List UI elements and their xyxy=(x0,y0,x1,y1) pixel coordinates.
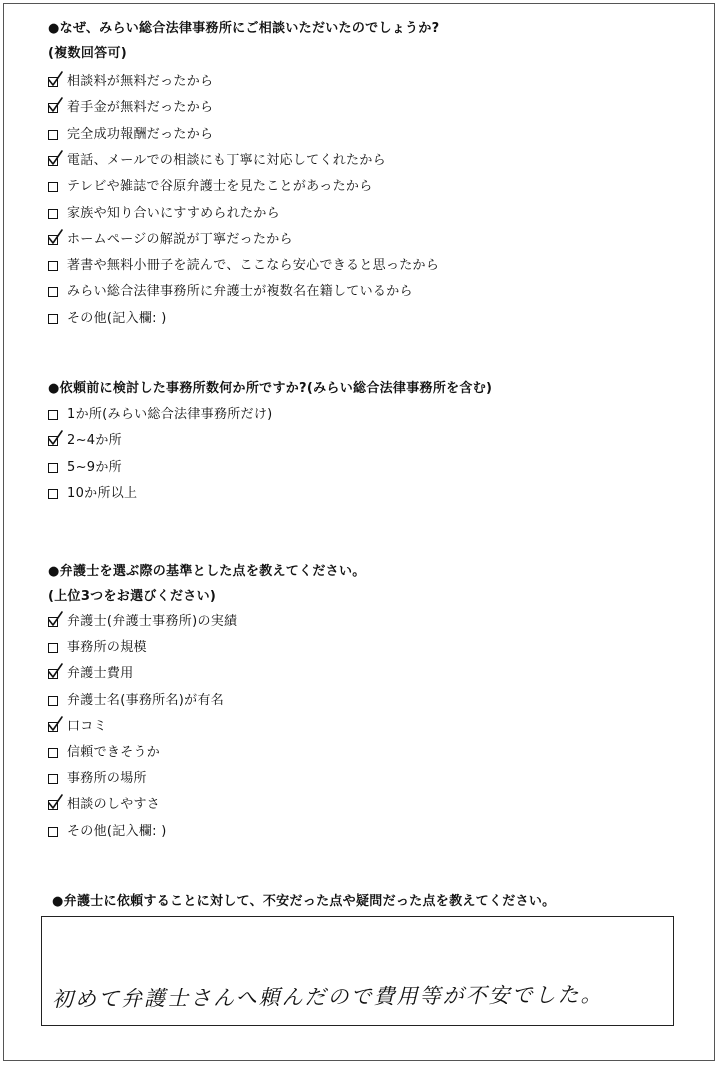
option-label: 相談のしやすさ xyxy=(67,797,161,813)
checked-box-icon[interactable] xyxy=(48,722,58,732)
q2-option-4[interactable] xyxy=(48,485,137,503)
checkbox-icon[interactable] xyxy=(48,314,58,324)
q3-option-3[interactable] xyxy=(48,665,134,683)
q3-option-6[interactable] xyxy=(48,744,160,762)
checked-box-icon[interactable] xyxy=(48,800,58,810)
handwritten-answer: 初めて弁護士さんへ頼んだので費用等が不安でした。 xyxy=(51,982,604,1012)
option-label: 弁護士名(事務所名)が有名 xyxy=(67,692,225,708)
checkbox-icon[interactable] xyxy=(48,489,58,499)
option-label: その他(記入欄: ) xyxy=(67,310,167,326)
q2-option-1[interactable] xyxy=(48,406,273,424)
question-1-note: (複数回答可) xyxy=(48,46,127,61)
q1-option-3[interactable] xyxy=(48,126,213,144)
option-label: ホームページの解説が丁寧だったから xyxy=(67,231,293,247)
checkbox-icon[interactable] xyxy=(48,748,58,758)
q3-option-2[interactable] xyxy=(48,639,147,657)
checkbox-icon[interactable] xyxy=(48,696,58,706)
checkbox-icon[interactable] xyxy=(48,182,58,192)
checked-box-icon[interactable] xyxy=(48,436,58,446)
question-1-title: ●なぜ、みらい総合法律事務所にご相談いただいたのでしょうか? xyxy=(48,21,440,36)
q3-option-7[interactable] xyxy=(48,770,147,788)
q1-option-7[interactable] xyxy=(48,231,293,249)
option-label: 弁護士(弁護士事務所)の実績 xyxy=(67,614,238,629)
q3-option-9[interactable] xyxy=(48,823,167,841)
question-3-note: (上位3つをお選びください) xyxy=(48,589,217,604)
q1-option-8[interactable] xyxy=(48,257,439,275)
option-label: 口コミ xyxy=(67,718,107,734)
free-text-answer-box[interactable] xyxy=(41,916,674,1026)
option-label: 5~9か所 xyxy=(67,459,122,475)
q1-option-1[interactable] xyxy=(48,73,213,91)
option-label: みらい総合法律事務所に弁護士が複数名在籍しているから xyxy=(67,284,413,300)
option-label: 完全成功報酬だったから xyxy=(67,126,214,142)
q1-option-4[interactable] xyxy=(48,152,386,170)
checked-box-icon[interactable] xyxy=(48,235,58,245)
q3-option-8[interactable] xyxy=(48,796,160,814)
option-label: 著書や無料小冊子を読んで、ここなら安心できると思ったから xyxy=(67,258,440,274)
q3-option-5[interactable] xyxy=(48,718,107,736)
q1-option-2[interactable] xyxy=(48,99,213,117)
option-label: 電話、メールでの相談にも丁寧に対応してくれたから xyxy=(67,152,386,168)
checkbox-icon[interactable] xyxy=(48,410,58,420)
option-label: 2~4か所 xyxy=(67,433,122,449)
option-label: 着手金が無料だったから xyxy=(67,100,214,116)
checkbox-icon[interactable] xyxy=(48,261,58,271)
checkbox-icon[interactable] xyxy=(48,209,58,219)
checkbox-icon[interactable] xyxy=(48,130,58,140)
option-label: その他(記入欄: ) xyxy=(67,823,167,839)
option-label: 事務所の場所 xyxy=(67,771,147,787)
q3-option-4[interactable] xyxy=(48,692,224,710)
q2-option-3[interactable] xyxy=(48,459,122,477)
checkbox-icon[interactable] xyxy=(48,463,58,473)
question-4-title: ●弁護士に依頼することに対して、不安だった点や疑問だった点を教えてください。 xyxy=(52,894,556,909)
option-label: 弁護士費用 xyxy=(67,666,134,682)
q2-option-2[interactable] xyxy=(48,432,122,450)
question-2-title: ●依頼前に検討した事務所数何か所ですか?(みらい総合法律事務所を含む) xyxy=(48,381,493,396)
checked-box-icon[interactable] xyxy=(48,77,58,87)
checkbox-icon[interactable] xyxy=(48,774,58,784)
option-label: 事務所の規模 xyxy=(67,640,147,656)
question-3-title: ●弁護士を選ぶ際の基準とした点を教えてください。 xyxy=(48,564,366,579)
checked-box-icon[interactable] xyxy=(48,617,58,627)
option-label: 10か所以上 xyxy=(67,485,138,501)
option-label: 1か所(みらい総合法律事務所だけ) xyxy=(67,407,273,422)
checked-box-icon[interactable] xyxy=(48,103,58,113)
option-label: 家族や知り合いにすすめられたから xyxy=(67,205,280,221)
q1-option-5[interactable] xyxy=(48,178,373,196)
checked-box-icon[interactable] xyxy=(48,156,58,166)
q1-option-10[interactable] xyxy=(48,310,167,328)
q1-option-6[interactable] xyxy=(48,205,280,223)
checkbox-icon[interactable] xyxy=(48,643,58,653)
checkbox-icon[interactable] xyxy=(48,827,58,837)
checked-box-icon[interactable] xyxy=(48,669,58,679)
option-label: 信頼できそうか xyxy=(67,745,161,760)
q3-option-1[interactable] xyxy=(48,613,237,631)
option-label: 相談料が無料だったから xyxy=(67,74,214,89)
checkbox-icon[interactable] xyxy=(48,287,58,297)
option-label: テレビや雑誌で谷原弁護士を見たことがあったから xyxy=(67,179,373,195)
q1-option-9[interactable] xyxy=(48,283,413,301)
